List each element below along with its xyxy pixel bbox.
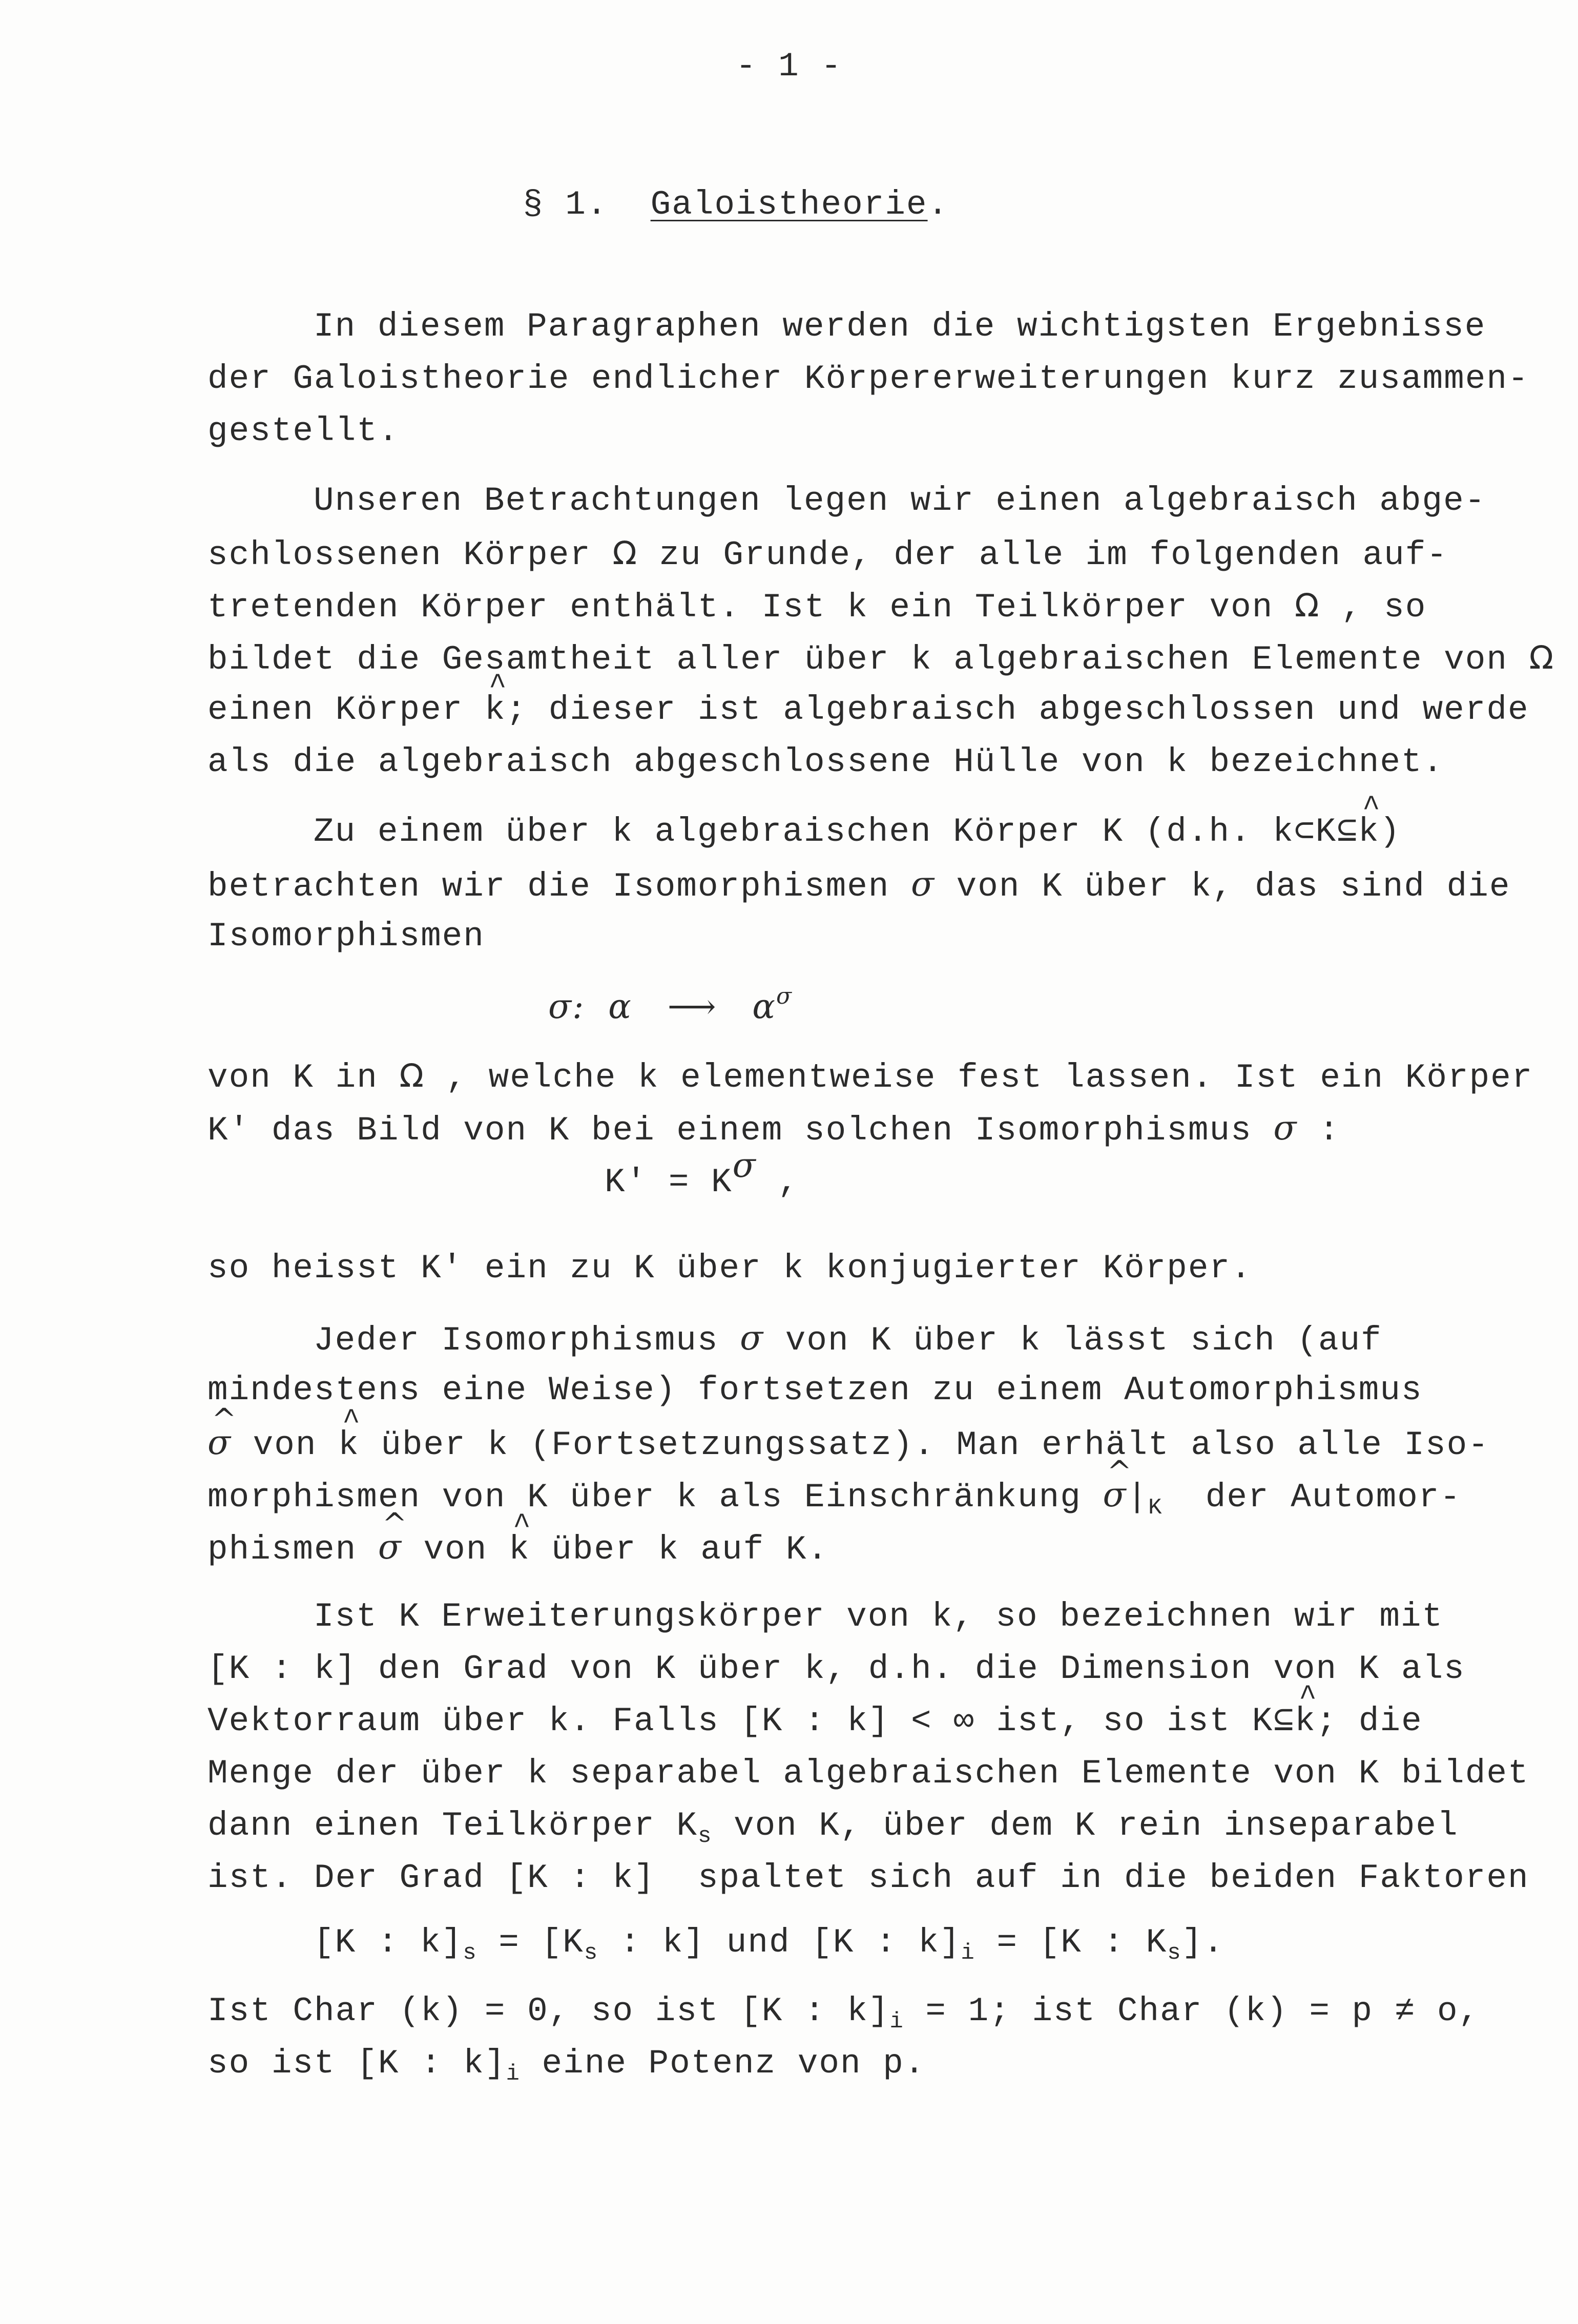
omega-symbol: Ω	[1529, 639, 1554, 676]
section-number: § 1.	[523, 185, 608, 224]
paragraph-1-line-3: gestellt.	[207, 412, 400, 450]
paragraph-5-line-7: Ist Char (k) = 0, so ist [K : $k]_i = 1$; ist Char (k) = p ≠ o,	[207, 1992, 1480, 2035]
paragraph-1-line-2: der Galoistheorie endlicher Körpererweiterungen kurz zusammen-	[207, 360, 1529, 398]
paragraph-2-line-3: tretenden Körper enthält. Ist k ein Teilkörper von Ω , so	[207, 587, 1427, 627]
section-title: Galoistheorie	[650, 185, 928, 224]
k-hat-symbol: ^ k	[485, 690, 506, 731]
k-hat-symbol: ^ k	[1358, 812, 1380, 853]
k-hat-symbol: ^ k	[338, 1425, 360, 1466]
sigma-hat-symbol: ^ σ	[1103, 1475, 1127, 1516]
paragraph-4-line-5: phismen ^ σ von ^ k über k auf K.	[207, 1527, 828, 1570]
paragraph-5-line-5: dann einen Teilkörper $K_s$ von K, über dem K rein inseparabel	[207, 1807, 1459, 1849]
paragraph-2-line-5: einen Körper ^ k; dieser ist algebraisch abgeschlossen und werde	[207, 690, 1529, 731]
omega-symbol: Ω	[612, 534, 638, 572]
paragraph-4-line-2: mindestens eine Weise) fortsetzen zu einem Automorphismus	[207, 1371, 1423, 1409]
conjugate-formula: $K' = K^\sigma$ ,	[605, 1146, 799, 1201]
paragraph-3-line-4: von K in Ω , welche k elementweise fest lassen. Ist ein Körper	[207, 1057, 1533, 1097]
paragraph-4-line-4: morphismen von K über k als Einschränkung ^ $\sigma|_K$ der Automor-	[207, 1475, 1461, 1518]
paragraph-4-line-3: ^ σ von ^ k über k (Fortsetzungssatz). Man erhält also alle Iso-	[207, 1422, 1489, 1466]
paragraph-2-line-2: schlossenen Körper Ω zu Grunde, der alle im folgenden auf-	[207, 534, 1448, 574]
omega-symbol: Ω	[399, 1057, 425, 1094]
paragraph-2-line-1: Unseren Betrachtungen legen wir einen algebraisch abge-	[314, 482, 1486, 520]
paragraph-3-line-1: Zu einem über k algebraischen Körper K (d.h. k⊂K⊆^ k)	[314, 812, 1401, 853]
k-hat-symbol: ^ k	[1295, 1701, 1316, 1742]
k-hat-symbol: ^ k	[509, 1529, 530, 1570]
sigma-hat-symbol: ^ σ	[207, 1422, 232, 1463]
paragraph-2-line-6: als die algebraisch abgeschlossene Hülle von k bezeichnet.	[207, 743, 1444, 781]
section-heading: § 1. Galoistheorie.	[523, 185, 949, 224]
page-number: - 1 -	[735, 47, 843, 86]
paragraph-5-line-1: Ist K Erweiterungskörper von k, so bezeichnen wir mit	[314, 1597, 1444, 1636]
degree-formula: [K : $k]_s = [K_s$ : k] und [K : $k]_i = [K$ : $K_s$].	[314, 1923, 1224, 1966]
sigma-symbol: σ	[911, 864, 936, 904]
paragraph-1-line-1: In diesem Paragraphen werden die wichtigsten Ergebnisse	[314, 307, 1486, 346]
omega-symbol: Ω	[1294, 587, 1320, 624]
paragraph-5-line-3: Vektorraum über k. Falls [K : k] < ∞ ist, so ist K⊆^ k; die	[207, 1701, 1423, 1742]
paragraph-5-line-4: Menge der über k separabel algebraischen Elemente von K bildet	[207, 1754, 1529, 1793]
paragraph-5-line-6: ist. Der Grad [K : k] spaltet sich auf in die beiden Faktoren	[207, 1859, 1529, 1897]
paragraph-3-line-2: betrachten wir die Isomorphismen σ von K über k, das sind die	[207, 864, 1511, 906]
sigma-symbol: σ	[1273, 1108, 1298, 1148]
paragraph-3-line-3: Isomorphismen	[207, 917, 485, 956]
paragraph-5-line-2: [K : k] den Grad von K über k, d.h. die Dimension von K als	[207, 1650, 1465, 1688]
paragraph-4-line-1: Jeder Isomorphismus σ von K über k lässt sich (auf	[314, 1318, 1382, 1360]
paragraph-3-line-5: K' das Bild von K bei einem solchen Isomorphismus σ :	[207, 1108, 1340, 1150]
paragraph-2-line-4: bildet die Gesamtheit aller über k algebraischen Elemente von Ω	[207, 639, 1554, 679]
isomorphism-formula: σ: α ⟶ $\alpha^\sigma$	[548, 983, 793, 1026]
paragraph-3-line-6: so heisst K' ein zu K über k konjugierter Körper.	[207, 1249, 1252, 1288]
sigma-hat-symbol: ^ σ	[378, 1527, 402, 1568]
paragraph-5-line-8: so ist [K : $k]_i$ eine Potenz von p.	[207, 2044, 926, 2087]
sigma-symbol: σ	[740, 1318, 764, 1358]
